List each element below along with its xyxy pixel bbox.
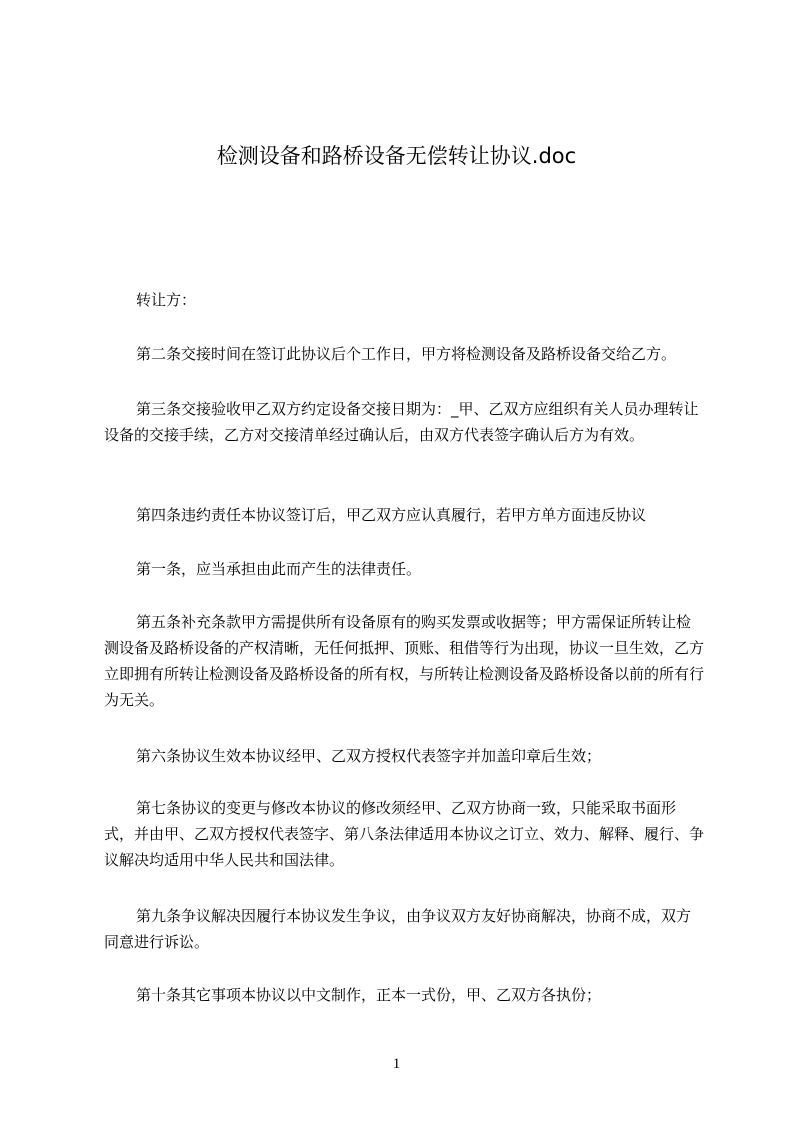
paragraph-transferor: 转让方： bbox=[136, 291, 197, 309]
paragraph-article-10: 第十条其它事项本协议以中文制作，正本一式份，甲、乙双方各执份； bbox=[136, 986, 602, 1004]
paragraph-article-6: 第六条协议生效本协议经甲、乙双方授权代表签字并加盖印章后生效； bbox=[136, 747, 602, 765]
paragraph-article-5: 第五条补充条款甲方需提供所有设备原有的购买发票或收据等；甲方需保证所转让检测设备及路桥设备的产权清晰，无任何抵押、顶账、租借等行为出现，协议一旦生效，乙方立即拥有所转让检测设备及路桥设备的所有权，与所转让检测设备及路桥设备以前的所有行为无关。 bbox=[104, 613, 705, 709]
paragraph-article-3: 第三条交接验收甲乙双方约定设备交接日期为：_甲、乙双方应组织有关人员办理转让设备的交接手续，乙方对交接清单经过确认后，由双方代表签字确认后方为有效。 bbox=[104, 400, 699, 444]
paragraph-article-1: 第一条，应当承担由此而产生的法律责任。 bbox=[136, 560, 422, 578]
paragraph-article-2: 第二条交接时间在签订此协议后个工作日，甲方将检测设备及路桥设备交给乙方。 bbox=[136, 345, 677, 363]
page-number: 1 bbox=[392, 1056, 401, 1072]
document-title: 检测设备和路桥设备无偿转让协议.doc bbox=[216, 144, 577, 168]
paragraph-article-7: 第七条协议的变更与修改本协议的修改须经甲、乙双方协商一致，只能采取书面形式，并由甲、乙双方授权代表签字、第八条法律适用本协议之订立、效力、解释、履行、争议解决均适用中华人民共和国法律。 bbox=[104, 799, 705, 869]
paragraph-article-4: 第四条违约责任本协议签订后，甲乙双方应认真履行，若甲方单方面违反协议 bbox=[136, 506, 647, 524]
paragraph-article-9: 第九条争议解决因履行本协议发生争议，由争议双方友好协商解决，协商不成，双方同意进行诉讼。 bbox=[104, 907, 692, 951]
